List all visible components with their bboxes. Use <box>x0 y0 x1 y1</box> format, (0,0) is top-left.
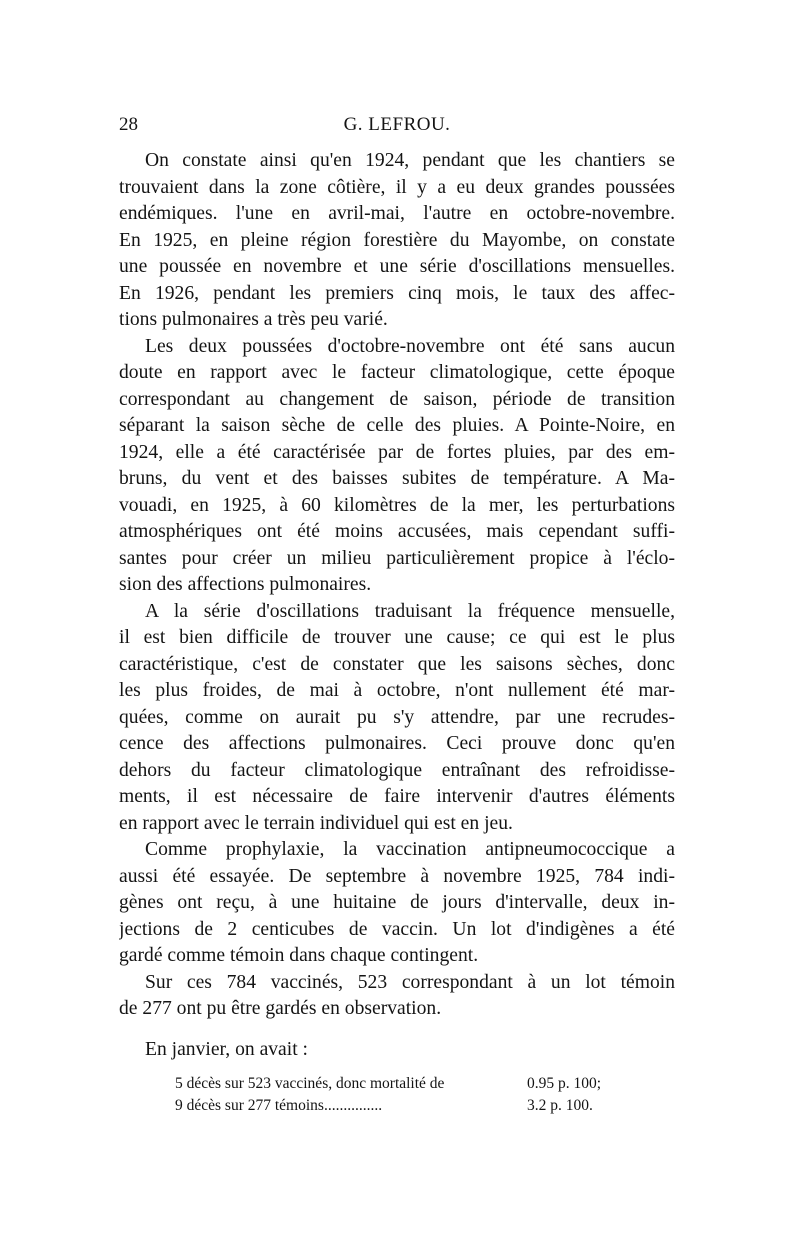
text-line: les plus froides, de mai à octobre, n'ont nullement été mar- <box>119 680 675 701</box>
row-value: 0.95 p. 100; <box>527 1075 602 1092</box>
text-line: aussi été essayée. De septembre à novembre 1925, 784 indi- <box>119 865 675 887</box>
text-line: en rapport avec le terrain individuel qui est en jeu. <box>119 812 513 834</box>
text-line: quées, comme on aurait pu s'y attendre, par une recrudes- <box>119 706 675 728</box>
mortality-table <box>175 1073 655 1117</box>
text-line: tions pulmonaires a très peu varié. <box>119 309 388 330</box>
paragraph-3 <box>119 599 675 838</box>
text-line: bruns, du vent et des baisses subites de température. A Ma- <box>119 468 675 489</box>
text-line: En 1926, pendant les premiers cinq mois, le taux des affec- <box>119 282 675 304</box>
text-line: A la série d'oscillations traduisant la fréquence mensuelle, <box>145 600 675 622</box>
text-line: correspondant au changement de saison, période de transition <box>119 388 675 410</box>
text-line: gènes ont reçu, à une huitaine de jours d'intervalle, deux in- <box>119 892 675 913</box>
running-head: G. LEFROU. <box>343 114 451 135</box>
text-line: 1924, elle a été caractérisée par de fortes pluies, par des em- <box>119 441 675 463</box>
text-line: santes pour créer un milieu particulièrement propice à l'éclo- <box>119 547 675 569</box>
paragraph-6 <box>119 1037 675 1064</box>
text-line: jections de 2 centicubes de vaccin. Un lot d'indigènes a été <box>119 918 675 940</box>
text-line: gardé comme témoin dans chaque contingent. <box>119 945 479 966</box>
text-line: une poussée en novembre et une série d'oscillations mensuelles. <box>119 256 675 277</box>
page-number: 28 <box>119 114 138 135</box>
text-line: vouadi, en 1925, à 60 kilomètres de la mer, les perturbations <box>119 494 675 516</box>
text-line: doute en rapport avec le facteur climatologique, cette époque <box>119 362 675 383</box>
text-line: il est bien difficile de trouver une cause; ce qui est le plus <box>119 627 675 648</box>
text-line: En 1925, en pleine région forestière du Mayombe, on constate <box>119 229 675 251</box>
text-line: Comme prophylaxie, la vaccination antipneumococcique a <box>145 839 675 860</box>
paragraph-1 <box>119 148 675 334</box>
text-line: ments, il est nécessaire de faire intervenir d'autres éléments <box>119 786 675 807</box>
text-line: On constate ainsi qu'en 1924, pendant que les chantiers se <box>145 150 675 171</box>
table-row <box>175 1095 655 1117</box>
text-line: atmosphériques ont été moins accusées, mais cependant suffi- <box>119 521 675 542</box>
paragraph-5 <box>119 970 675 1023</box>
text-line: cence des affections pulmonaires. Ceci prouve donc qu'en <box>119 733 675 754</box>
paragraph-4 <box>119 837 675 970</box>
table-row <box>175 1073 655 1095</box>
text-line: dehors du facteur climatologique entraînant des refroidisse- <box>119 759 675 781</box>
text-line: caractéristique, c'est de constater que les saisons sèches, donc <box>119 653 675 675</box>
page-header <box>119 114 675 144</box>
text-line: séparant la saison sèche de celle des pluies. A Pointe-Noire, en <box>119 415 675 436</box>
row-value: 3.2 p. 100. <box>527 1097 593 1114</box>
text-line: de 277 ont pu être gardés en observation. <box>119 998 442 1019</box>
text-line: Les deux poussées d'octobre-novembre ont été sans aucun <box>145 335 675 357</box>
text-line: sion des affections pulmonaires. <box>119 574 372 595</box>
row-label: 9 décès sur 277 témoins............... <box>175 1097 383 1114</box>
row-label: 5 décès sur 523 vaccinés, donc mortalité de <box>175 1075 445 1092</box>
text-line: Sur ces 784 vaccinés, 523 correspondant à un lot témoin <box>145 971 675 993</box>
text-line: En janvier, on avait : <box>145 1038 308 1060</box>
paragraph-2 <box>119 334 675 599</box>
body-text <box>119 148 675 1117</box>
spacer <box>119 1023 675 1037</box>
text-line: trouvaient dans la zone côtière, il y a eu deux grandes poussées <box>119 176 675 198</box>
text-line: endémiques. l'une en avril-mai, l'autre en octobre-novembre. <box>119 203 675 224</box>
